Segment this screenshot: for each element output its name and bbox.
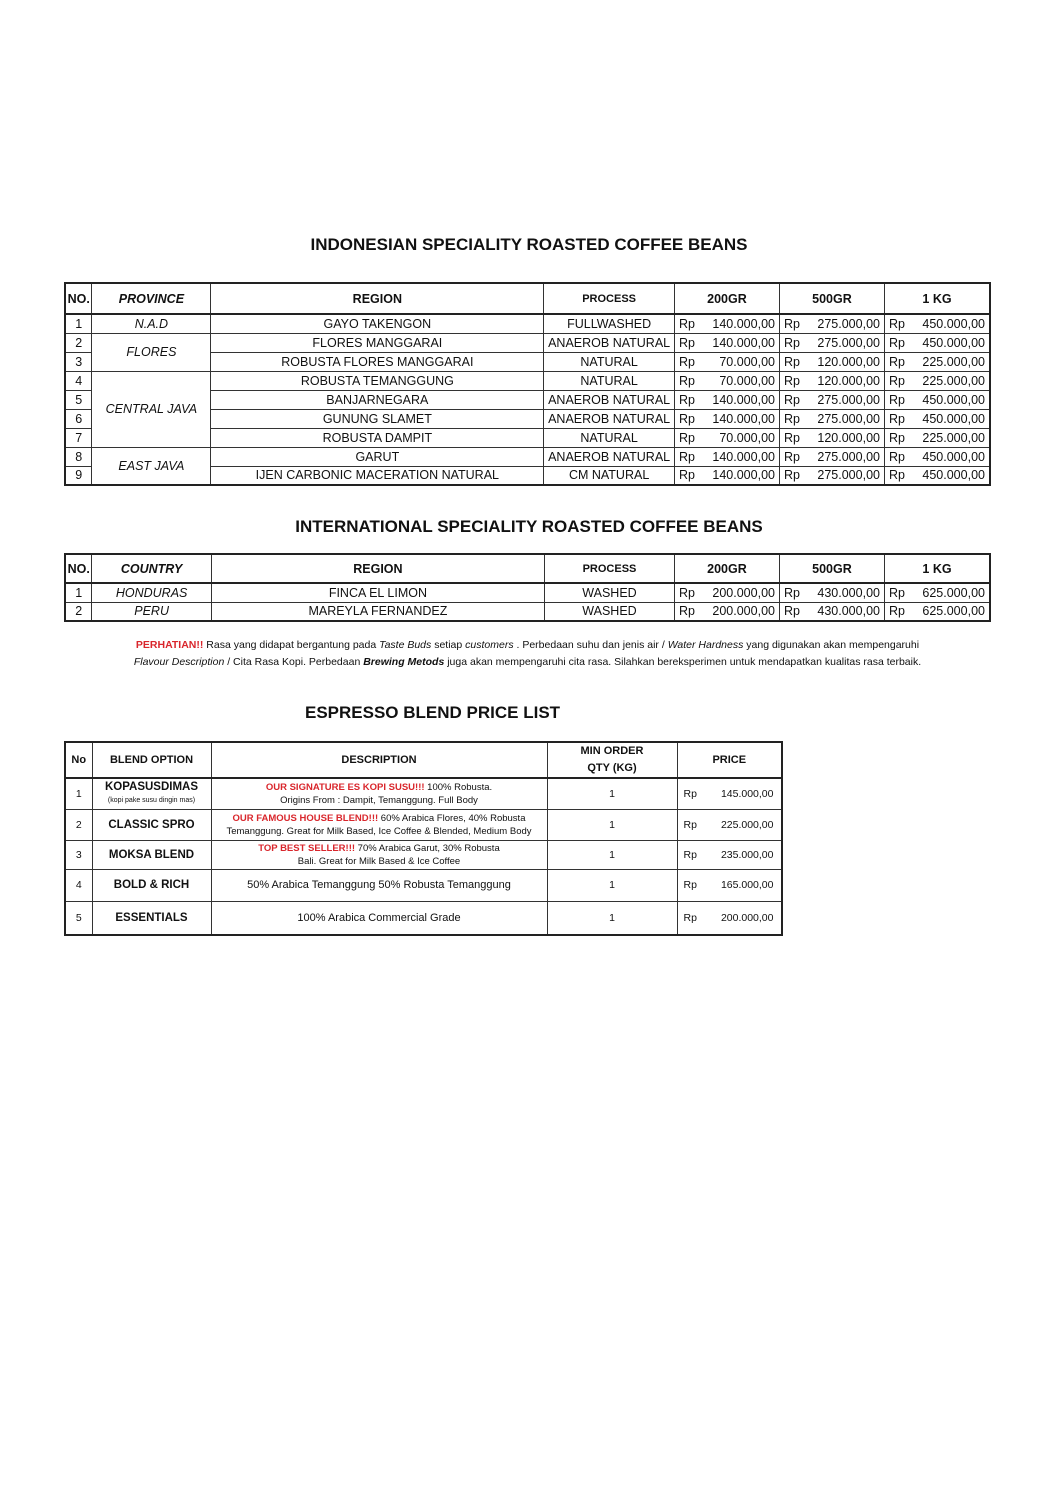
currency: Rp [783, 335, 800, 350]
currency: Rp [783, 354, 800, 369]
currency: Rp [783, 316, 800, 331]
amount: 140.000,00 [712, 335, 775, 350]
row-no: 3 [65, 352, 92, 371]
table-row [65, 314, 990, 333]
amount: 70.000,00 [719, 373, 775, 388]
table-header-row [65, 283, 990, 314]
process-cell: WASHED [545, 602, 675, 621]
note-bold-italic: Brewing Metods [363, 656, 445, 668]
price-cell [779, 428, 884, 447]
currency: Rp [678, 335, 695, 350]
currency: Rp [783, 430, 800, 445]
price-cell [884, 409, 990, 428]
description-text: 60% Arabica Flores, 40% Robusta [378, 812, 526, 824]
col-region: REGION [211, 283, 544, 314]
currency: Rp [678, 354, 695, 369]
price-cell [674, 314, 779, 333]
price-cell [677, 901, 782, 935]
min-order-line2: QTY (KG) [587, 762, 637, 774]
currency: Rp [678, 316, 695, 331]
table-row [65, 778, 782, 809]
row-no: 4 [65, 869, 92, 901]
region-cell: BANJARNEGARA [211, 390, 544, 409]
currency: Rp [888, 354, 905, 369]
price-cell [779, 333, 884, 352]
price-cell [884, 390, 990, 409]
note-text: / Cita Rasa Kopi. Perbedaan [224, 656, 364, 668]
price-cell [884, 583, 990, 602]
process-cell: NATURAL [544, 352, 675, 371]
currency: Rp [888, 316, 905, 331]
amount: 450.000,00 [922, 392, 985, 407]
blend-name-cell [92, 809, 211, 840]
description-highlight: OUR FAMOUS HOUSE BLEND!!! [232, 812, 379, 824]
price-cell [674, 447, 779, 466]
min-qty-cell: 1 [547, 869, 677, 901]
blend-name: KOPASUSDIMAS [104, 780, 199, 793]
currency: Rp [683, 787, 697, 800]
currency: Rp [888, 335, 905, 350]
col-500gr: 500GR [779, 283, 884, 314]
tasting-note [60, 637, 995, 671]
min-qty-cell: 1 [547, 778, 677, 809]
process-cell: ANAEROB NATURAL [544, 390, 675, 409]
currency: Rp [678, 604, 695, 619]
price-cell [884, 333, 990, 352]
price-cell [779, 371, 884, 390]
espresso-blend-table [64, 741, 783, 936]
country-cell: HONDURAS [92, 583, 211, 602]
description-text: 100% Robusta. [424, 781, 493, 793]
description-cell [211, 840, 547, 869]
province-cell: CENTRAL JAVA [92, 371, 211, 447]
note-text: . Perbedaan suhu dan jenis air / [513, 639, 668, 651]
col-price: PRICE [677, 742, 782, 778]
price-cell [884, 352, 990, 371]
col-200gr: 200GR [674, 554, 779, 583]
region-cell: IJEN CARBONIC MACERATION NATURAL [211, 466, 544, 485]
table-row [65, 583, 990, 602]
col-no: No [65, 742, 92, 778]
row-no: 2 [65, 333, 92, 352]
table-row [65, 809, 782, 840]
amount: 140.000,00 [712, 468, 775, 483]
region-cell: GUNUNG SLAMET [211, 409, 544, 428]
note-italic: customers [465, 639, 514, 651]
row-no: 1 [65, 583, 92, 602]
price-cell [677, 778, 782, 809]
note-text: juga akan mempengaruhi cita rasa. Silahkan bereksperimen untuk mendapatkan kualitas rasa terbaik. [444, 656, 922, 668]
row-no: 6 [65, 409, 92, 428]
col-500gr: 500GR [779, 554, 884, 583]
region-cell: MAREYLA FERNANDEZ [211, 602, 544, 621]
amount: 140.000,00 [712, 449, 775, 464]
region-cell: GARUT [211, 447, 544, 466]
table-header-row [65, 554, 990, 583]
col-1kg: 1 KG [884, 283, 990, 314]
price-cell [674, 583, 779, 602]
note-italic: Taste Buds [379, 639, 432, 651]
blend-name: MOKSA BLEND [108, 848, 195, 861]
row-no: 1 [65, 778, 92, 809]
col-1kg: 1 KG [884, 554, 990, 583]
amount: 145.000,00 [720, 787, 774, 800]
row-no: 9 [65, 466, 92, 485]
process-cell: CM NATURAL [544, 466, 675, 485]
price-cell [677, 869, 782, 901]
row-no: 5 [65, 901, 92, 935]
row-no: 8 [65, 447, 92, 466]
min-qty-cell: 1 [547, 809, 677, 840]
international-price-table [64, 553, 991, 622]
country-cell: PERU [92, 602, 211, 621]
price-cell [674, 428, 779, 447]
price-cell [779, 447, 884, 466]
currency: Rp [678, 468, 695, 483]
blend-name-cell [92, 869, 211, 901]
currency: Rp [783, 392, 800, 407]
price-cell [779, 352, 884, 371]
espresso-table-title: ESPRESSO BLEND PRICE LIST [305, 703, 561, 722]
process-cell: NATURAL [544, 371, 675, 390]
row-no: 1 [65, 314, 92, 333]
region-cell: ROBUSTA TEMANGGUNG [211, 371, 544, 390]
currency: Rp [888, 411, 905, 426]
description-text: 70% Arabica Garut, 30% Robusta [355, 842, 500, 854]
amount: 275.000,00 [817, 449, 880, 464]
description-text: Origins From : Dampit, Temanggung. Full Body [280, 794, 478, 806]
price-cell [674, 409, 779, 428]
note-alert: PERHATIAN!! [135, 639, 204, 651]
process-cell: NATURAL [544, 428, 675, 447]
currency: Rp [783, 411, 800, 426]
amount: 625.000,00 [922, 604, 985, 619]
blend-name-cell [92, 778, 211, 809]
blend-name: BOLD & RICH [113, 879, 190, 891]
description-text: 100% Arabica Commercial Grade [297, 911, 461, 924]
region-cell: FLORES MANGGARAI [211, 333, 544, 352]
price-cell [779, 390, 884, 409]
region-cell: ROBUSTA FLORES MANGGARAI [211, 352, 544, 371]
amount: 450.000,00 [922, 316, 985, 331]
min-order-line1: MIN ORDER [580, 745, 644, 757]
currency: Rp [888, 604, 905, 619]
note-text: setiap [431, 639, 466, 651]
description-text: Bali. Great for Milk Based & Ice Coffee [297, 855, 461, 867]
process-cell: ANAEROB NATURAL [544, 447, 675, 466]
col-country: COUNTRY [92, 554, 211, 583]
currency: Rp [783, 585, 800, 600]
amount: 70.000,00 [719, 354, 775, 369]
currency: Rp [683, 879, 697, 891]
table-header-row [65, 742, 782, 778]
international-table-title: INTERNATIONAL SPECIALITY ROASTED COFFEE BEANS [295, 517, 763, 536]
currency: Rp [683, 911, 697, 924]
amount: 450.000,00 [922, 449, 985, 464]
currency: Rp [678, 392, 695, 407]
blend-name-cell [92, 840, 211, 869]
region-cell: ROBUSTA DAMPIT [211, 428, 544, 447]
currency: Rp [888, 430, 905, 445]
table-row [65, 840, 782, 869]
row-no: 2 [65, 602, 92, 621]
amount: 70.000,00 [719, 430, 775, 445]
row-no: 4 [65, 371, 92, 390]
description-text: 50% Arabica Temanggung 50% Robusta Temanggung [247, 879, 511, 891]
amount: 200.000,00 [712, 604, 775, 619]
col-no: NO. [65, 283, 92, 314]
price-cell [677, 840, 782, 869]
description-text: Temanggung. Great for Milk Based, Ice Coffee & Blended, Medium Body [226, 825, 532, 837]
col-region: REGION [211, 554, 544, 583]
amount: 200.000,00 [720, 911, 774, 924]
table-row [65, 447, 990, 466]
currency: Rp [783, 468, 800, 483]
price-cell [674, 602, 779, 621]
currency: Rp [888, 468, 905, 483]
note-italic: Flavour Description [133, 656, 225, 668]
price-cell [779, 583, 884, 602]
price-cell [884, 314, 990, 333]
currency: Rp [678, 449, 695, 464]
amount: 140.000,00 [712, 411, 775, 426]
col-200gr: 200GR [674, 283, 779, 314]
currency: Rp [888, 585, 905, 600]
currency: Rp [678, 430, 695, 445]
amount: 140.000,00 [712, 392, 775, 407]
blend-name-cell [92, 901, 211, 935]
amount: 225.000,00 [922, 430, 985, 445]
price-cell [677, 809, 782, 840]
price-cell [884, 447, 990, 466]
amount: 140.000,00 [712, 316, 775, 331]
indonesian-price-table [64, 282, 991, 486]
process-cell: ANAEROB NATURAL [544, 409, 675, 428]
price-cell [779, 466, 884, 485]
note-text: yang digunakan akan mempengaruhi [743, 639, 920, 651]
col-process: PROCESS [545, 554, 675, 583]
region-cell: GAYO TAKENGON [211, 314, 544, 333]
price-cell [884, 466, 990, 485]
amount: 120.000,00 [817, 430, 880, 445]
amount: 225.000,00 [922, 354, 985, 369]
province-cell: N.A.D [92, 314, 211, 333]
col-no: NO. [65, 554, 92, 583]
description-cell [211, 869, 547, 901]
amount: 225.000,00 [922, 373, 985, 388]
amount: 120.000,00 [817, 354, 880, 369]
note-text: Rasa yang didapat bergantung pada [203, 639, 380, 651]
price-cell [674, 333, 779, 352]
process-cell: FULLWASHED [544, 314, 675, 333]
amount: 450.000,00 [922, 335, 985, 350]
price-cell [674, 466, 779, 485]
price-cell [779, 409, 884, 428]
province-cell: EAST JAVA [92, 447, 211, 485]
amount: 450.000,00 [922, 411, 985, 426]
col-min-order [547, 742, 677, 778]
currency: Rp [888, 373, 905, 388]
currency: Rp [783, 373, 800, 388]
currency: Rp [783, 604, 800, 619]
province-cell: FLORES [92, 333, 211, 371]
blend-subtitle: (kopi pake susu dingin mas) [107, 796, 196, 804]
amount: 235.000,00 [720, 848, 774, 861]
price-cell [884, 371, 990, 390]
price-cell [674, 371, 779, 390]
row-no: 5 [65, 390, 92, 409]
table-row [65, 869, 782, 901]
currency: Rp [678, 411, 695, 426]
amount: 275.000,00 [817, 335, 880, 350]
col-blend-option: BLEND OPTION [92, 742, 211, 778]
process-cell: ANAEROB NATURAL [544, 333, 675, 352]
indonesian-table-title: INDONESIAN SPECIALITY ROASTED COFFEE BEANS [310, 235, 748, 254]
row-no: 3 [65, 840, 92, 869]
price-cell [884, 602, 990, 621]
min-qty-cell: 1 [547, 840, 677, 869]
amount: 275.000,00 [817, 392, 880, 407]
currency: Rp [683, 818, 697, 831]
currency: Rp [678, 373, 695, 388]
amount: 275.000,00 [817, 411, 880, 426]
col-description: DESCRIPTION [211, 742, 547, 778]
amount: 225.000,00 [720, 818, 774, 831]
process-cell: WASHED [545, 583, 675, 602]
description-cell [211, 809, 547, 840]
table-row [65, 371, 990, 390]
price-cell [779, 314, 884, 333]
blend-name: CLASSIC SPRO [108, 818, 195, 831]
description-cell [211, 778, 547, 809]
row-no: 2 [65, 809, 92, 840]
price-cell [674, 390, 779, 409]
amount: 275.000,00 [817, 468, 880, 483]
currency: Rp [683, 848, 697, 861]
region-cell: FINCA EL LIMON [211, 583, 544, 602]
price-cell [674, 352, 779, 371]
amount: 200.000,00 [712, 585, 775, 600]
description-highlight: OUR SIGNATURE ES KOPI SUSU!!! [265, 781, 425, 793]
currency: Rp [888, 392, 905, 407]
blend-name: ESSENTIALS [115, 911, 188, 924]
price-cell [779, 602, 884, 621]
amount: 275.000,00 [817, 316, 880, 331]
table-row [65, 333, 990, 352]
amount: 430.000,00 [817, 585, 880, 600]
amount: 625.000,00 [922, 585, 985, 600]
currency: Rp [888, 449, 905, 464]
note-italic: Water Hardness [667, 639, 744, 651]
table-row [65, 901, 782, 935]
table-row [65, 602, 990, 621]
amount: 165.000,00 [720, 879, 774, 891]
row-no: 7 [65, 428, 92, 447]
col-province: PROVINCE [92, 283, 211, 314]
currency: Rp [783, 449, 800, 464]
amount: 450.000,00 [922, 468, 985, 483]
col-process: PROCESS [544, 283, 675, 314]
price-cell [884, 428, 990, 447]
min-qty-cell: 1 [547, 901, 677, 935]
description-highlight: TOP BEST SELLER!!! [258, 842, 356, 854]
description-cell [211, 901, 547, 935]
currency: Rp [678, 585, 695, 600]
amount: 120.000,00 [817, 373, 880, 388]
amount: 430.000,00 [817, 604, 880, 619]
